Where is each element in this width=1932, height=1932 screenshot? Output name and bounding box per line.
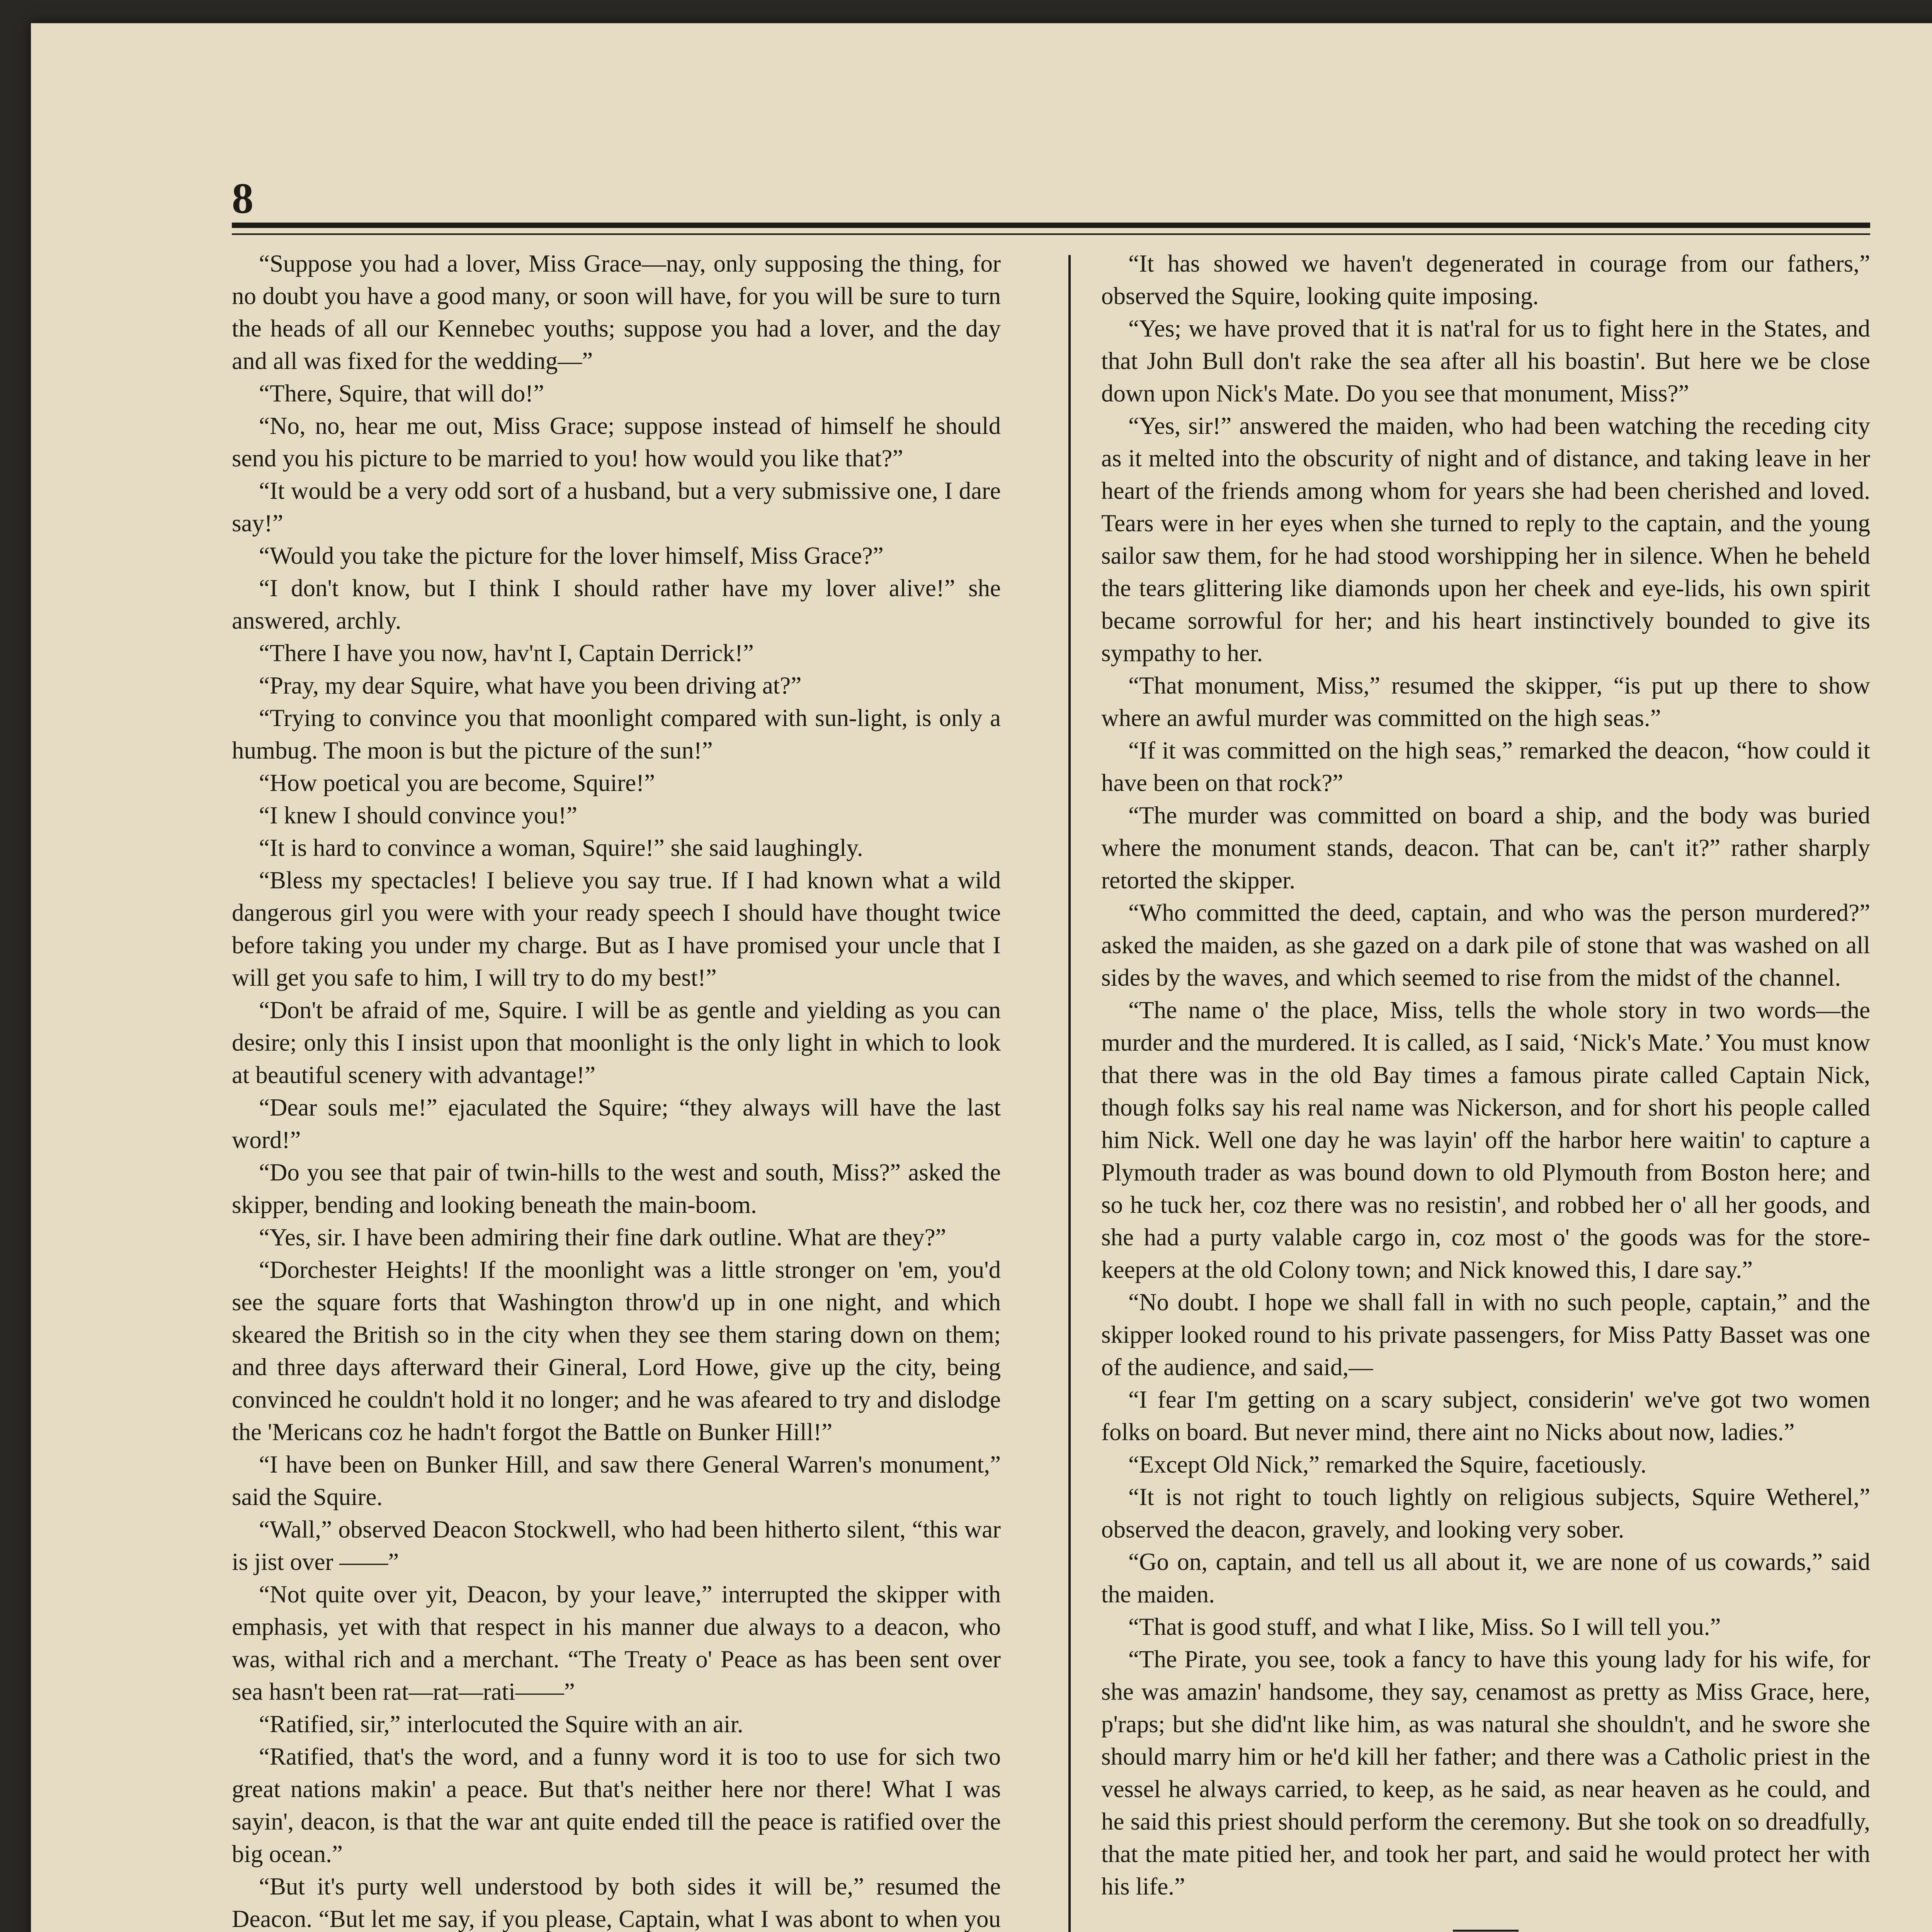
- chapter-heading: [1101, 1930, 1870, 1932]
- paragraph: “It has showed we haven't degenerated in courage from our fathers,” observed the Squire, looking quite imposing.: [1101, 250, 1870, 310]
- paragraph: “Ratified, that's the word, and a funny word it is too to use for sich two great nations makin' a peace. But that's neither here nor there! What I was sayin', deacon, is that the war ant quite ended till the peace is ratified over the big ocean.”: [232, 1743, 1001, 1867]
- paragraph: “It is hard to convince a woman, Squire!” she said laughingly.: [259, 834, 863, 861]
- column-divider: [1068, 255, 1071, 1932]
- paragraph: “Go on, captain, and tell us all about it, we are none of us cowards,” said the maiden.: [1101, 1548, 1870, 1608]
- paragraph: “Trying to convince you that moonlight compared with sun-light, is only a humbug. The moon is but the picture of the sun!”: [232, 704, 1001, 764]
- paragraph: “Dear souls me!” ejaculated the Squire; “they always will have the last word!”: [232, 1094, 1001, 1153]
- paragraph: “The Pirate, you see, took a fancy to have this young lady for his wife, for she was amazin' handsome, they say, cenamost as pretty as Miss Grace, here, p'raps; but she did'nt like him, as was natural she shouldn't, and he swore she should marry him or he'd kill her father; and there was a Catholic priest in the vessel he always carried, to keep, as he said, as near heaven as he could, and he said this priest should perform the ceremony. But she took on so dreadfully, that the mate pitied her, and took her part, and said he would protect her with his life.”: [1101, 1646, 1870, 1900]
- paragraph: “There I have you now, hav'nt I, Captain Derrick!”: [259, 639, 754, 667]
- left-column: [232, 247, 1001, 1932]
- page-number: 8: [232, 175, 253, 223]
- paragraph: “That monument, Miss,” resumed the skipper, “is put up there to show where an awful murder was committed on the high seas.”: [1101, 672, 1870, 731]
- header-rule-thick: [232, 223, 1870, 228]
- paragraph: “Ratified, sir,” interlocuted the Squire with an air.: [259, 1711, 743, 1738]
- paragraph: “There, Squire, that will do!”: [259, 380, 544, 407]
- chapter-rule: [1453, 1930, 1519, 1932]
- paragraph: “I have been on Bunker Hill, and saw there General Warren's monument,” said the Squire.: [232, 1451, 1001, 1510]
- paragraph: “Wall,” observed Deacon Stockwell, who had been hitherto silent, “this war is jist over ——”: [232, 1516, 1001, 1575]
- paragraph: “Do you see that pair of twin-hills to the west and south, Miss?” asked the skipper, bending and looking beneath the main-boom.: [232, 1159, 1001, 1218]
- paragraph: “It would be a very odd sort of a husband, but a very submissive one, I dare say!”: [232, 477, 1001, 537]
- paragraph: “I don't know, but I think I should rather have my lover alive!” she answered, archly.: [232, 575, 1001, 634]
- paragraph: “Suppose you had a lover, Miss Grace—nay, only supposing the thing, for no doubt you have a good many, or soon will have, for you will be sure to turn the heads of all our Kennebec youths; suppose you had a lover, and the day and all was fixed for the wedding—”: [232, 250, 1001, 374]
- paragraph: “But it's purty well understood by both sides it will be,” resumed the Deacon. “But let me say, if you please, Captain, what I was abont to when you: [232, 1873, 1001, 1932]
- paragraph: “Pray, my dear Squire, what have you been driving at?”: [259, 672, 802, 699]
- paragraph: “If it was committed on the high seas,” remarked the deacon, “how could it have been on that rock?”: [1101, 737, 1870, 796]
- paragraph: “The murder was committed on board a ship, and the body was buried where the monument stands, deacon. That can be, can't it?” rather sharply retorted the skipper.: [1101, 802, 1870, 894]
- paragraph: “Except Old Nick,” remarked the Squire, facetiously.: [1128, 1451, 1647, 1478]
- paragraph: “The name o' the place, Miss, tells the whole story in two words—the murder and the murdered. It is called, as I said, ‘Nick's Mate.’ You must know that there was in the old Bay times a famous pirate called Captain Nick, though folks say his real name was Nickerson, and for short his people called him Nick. Well one day he was layin' off the harbor here waitin' to capture a Plymouth trader as was bound down to old Plymouth from Boston here; and so he tuck her, coz there was no resistin', and robbed her o' all her goods, and she had a purty valable cargo in, coz most o' the goods was for the store-keepers at the old Colony town; and Nick knowed this, I dare say.”: [1101, 997, 1870, 1283]
- right-column: [1101, 247, 1870, 1932]
- paragraph: “No, no, hear me out, Miss Grace; suppose instead of himself he should send you his picture to be married to you! how would you like that?”: [232, 412, 1001, 472]
- paragraph: “I knew I should convince you!”: [259, 802, 577, 829]
- paragraph: “How poetical you are become, Squire!”: [259, 769, 655, 796]
- paragraph: “Yes; we have proved that it is nat'ral for us to fight here in the States, and that John Bull don't rake the sea after all his boastin'. But here we be close down upon Nick's Mate. Do you see that monument, Miss?”: [1101, 315, 1870, 407]
- paragraph: “It is not right to touch lightly on religious subjects, Squire Wetherel,” observed the deacon, gravely, and looking very sober.: [1101, 1483, 1870, 1543]
- paragraph: “Yes, sir!” answered the maiden, who had been watching the receding city as it melted into the obscurity of night and of distance, and taking leave in her heart of the friends among whom for years she had been cherished and loved. Tears were in her eyes when she turned to reply to the captain, and the young sailor saw them, for he had stood worshipping her in silence. When he beheld the tears glittering like diamonds upon her cheek and eye-lids, his own spirit became sorrowful for her; and his heart instinctively bounded to give its sympathy to her.: [1101, 412, 1870, 667]
- paragraph: “Yes, sir. I have been admiring their fine dark outline. What are they?”: [259, 1224, 946, 1251]
- paragraph: “Bless my spectacles! I believe you say true. If I had known what a wild dangerous girl you were with your ready speech I should have thought twice before taking you under my charge. But as I have promised your uncle that I will get you safe to him, I will try to do my best!”: [232, 867, 1001, 991]
- magazine-page: [31, 23, 1932, 1932]
- paragraph: “Would you take the picture for the lover himself, Miss Grace?”: [259, 542, 884, 569]
- paragraph: “No doubt. I hope we shall fall in with no such people, captain,” and the skipper looked round to his private passengers, for Miss Patty Basset was one of the audience, and said,—: [1101, 1289, 1870, 1381]
- paragraph: “Don't be afraid of me, Squire. I will be as gentle and yielding as you can desire; only this I insist upon that moonlight is the only light in which to look at beautiful scenery with advantage!”: [232, 997, 1001, 1088]
- header-rule-thin: [232, 233, 1870, 235]
- paragraph: “I fear I'm getting on a scary subject, considerin' we've got two women folks on board. But never mind, there aint no Nicks about now, ladies.”: [1101, 1386, 1870, 1446]
- paragraph: “Who committed the deed, captain, and who was the person murdered?” asked the maiden, as she gazed on a dark pile of stone that was washed on all sides by the waves, and which seemed to rise from the midst of the channel.: [1101, 899, 1870, 991]
- paragraph: “That is good stuff, and what I like, Miss. So I will tell you.”: [1128, 1613, 1721, 1640]
- paragraph: “Dorchester Heights! If the moonlight was a little stronger on 'em, you'd see the square forts that Washington throw'd up in one night, and which skeared the British so in the city when they see them staring down on them; and three days afterward their Gineral, Lord Howe, give up the city, being convinced he couldn't hold it no longer; and he was afeared to try and dislodge the 'Mericans coz he hadn't forgot the Battle on Bunker Hill!”: [232, 1256, 1001, 1446]
- paragraph: “Not quite over yit, Deacon, by your leave,” interrupted the skipper with emphasis, yet with that respect in his manner due always to a deacon, who was, withal rich and a merchant. “The Treaty o' Peace as has been sent over sea hasn't been rat—rat—rati——”: [232, 1581, 1001, 1705]
